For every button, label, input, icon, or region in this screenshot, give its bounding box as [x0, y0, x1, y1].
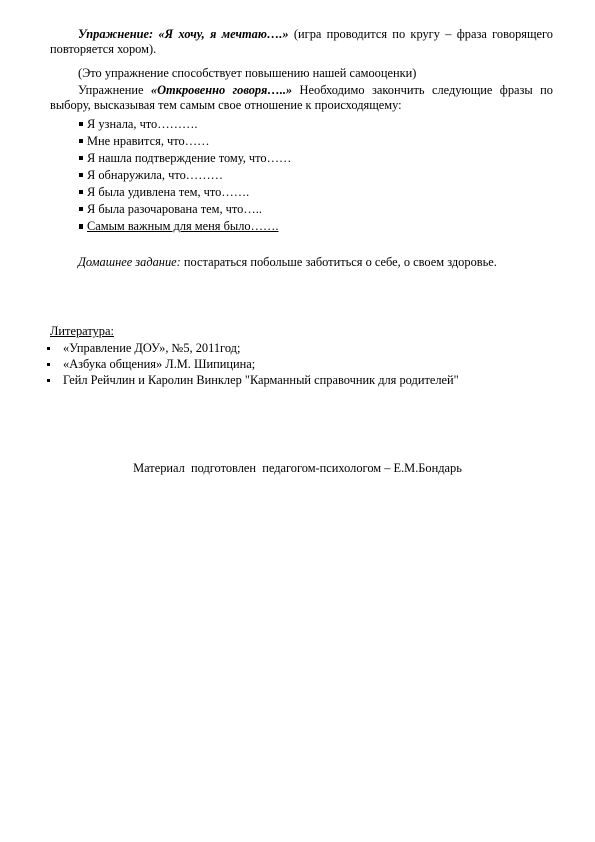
- phrase-list: [79, 116, 291, 235]
- exercise-2-name: «Откровенно говоря…..»: [150, 83, 293, 97]
- phrase-text: Самым важным для меня было…….: [87, 219, 279, 233]
- bullet-dot-icon: [47, 379, 50, 382]
- exercise-1-text: (игра проводится по кругу – фраза говорящего повторяется хором).: [50, 27, 553, 57]
- exercise-1-label: Упражнение: «Я хочу, я мечтаю….»: [78, 27, 289, 41]
- bullet-square-icon: [79, 122, 83, 126]
- bullet-square-icon: [79, 224, 83, 229]
- literature-list: [47, 340, 459, 388]
- exercise-2-prefix: Упражнение: [78, 83, 151, 97]
- phrase-text: Мне нравится, что……: [87, 134, 210, 148]
- literature-item-text: «Управление ДОУ», №5, 2011год;: [63, 341, 241, 355]
- phrase-text: Я обнаружила, что………: [87, 168, 223, 182]
- phrase-text: Я узнала, что……….: [87, 117, 198, 131]
- bullet-square-icon: [79, 156, 83, 160]
- literature-item: [47, 340, 459, 356]
- literature-title: [50, 324, 114, 339]
- bullet-square-icon: [79, 207, 83, 211]
- bullet-square-icon: [79, 190, 83, 194]
- homework-label: Домашнее задание:: [78, 255, 181, 269]
- literature-item-text: «Азбука общения» Л.М. Шипицина;: [63, 357, 256, 371]
- exercise-note: (Это упражнение способствует повышению нашей самооценки): [78, 66, 417, 80]
- literature-title-text: Литература: [50, 324, 111, 338]
- phrase-item: [79, 201, 291, 218]
- homework-text: постараться побольше заботиться о себе, о своем здоровье.: [180, 255, 497, 269]
- bullet-dot-icon: [47, 347, 50, 350]
- bullet-dot-icon: [47, 363, 50, 366]
- literature-title-colon: :: [110, 324, 114, 338]
- homework-paragraph: [50, 255, 553, 270]
- literature-item-text: Гейл Рейчлин и Каролин Винклер "Карманный справочник для родителей": [63, 373, 459, 387]
- phrase-item: [79, 116, 291, 133]
- literature-item: [47, 372, 459, 388]
- literature-item: [47, 356, 459, 372]
- phrase-text: Я была разочарована тем, что…..: [87, 202, 262, 216]
- bullet-square-icon: [79, 173, 83, 177]
- exercise-2-paragraph: [50, 83, 553, 114]
- phrase-item: [79, 133, 291, 150]
- phrase-item: [79, 218, 291, 235]
- phrase-item: [79, 150, 291, 167]
- author-credit: Материал подготовлен педагогом-психологом – Е.М.Бондарь: [133, 461, 462, 475]
- phrase-item: [79, 184, 291, 201]
- phrase-text: Я была удивлена тем, что…….: [87, 185, 250, 199]
- bullet-square-icon: [79, 139, 83, 143]
- phrase-text: Я нашла подтверждение тому, что……: [87, 151, 292, 165]
- exercise-1-paragraph: [50, 27, 553, 58]
- exercise-2-text: Необходимо закончить следующие фразы по выбору, высказывая тем самым свое отношение к происходящему:: [50, 83, 553, 113]
- phrase-item: [79, 167, 291, 184]
